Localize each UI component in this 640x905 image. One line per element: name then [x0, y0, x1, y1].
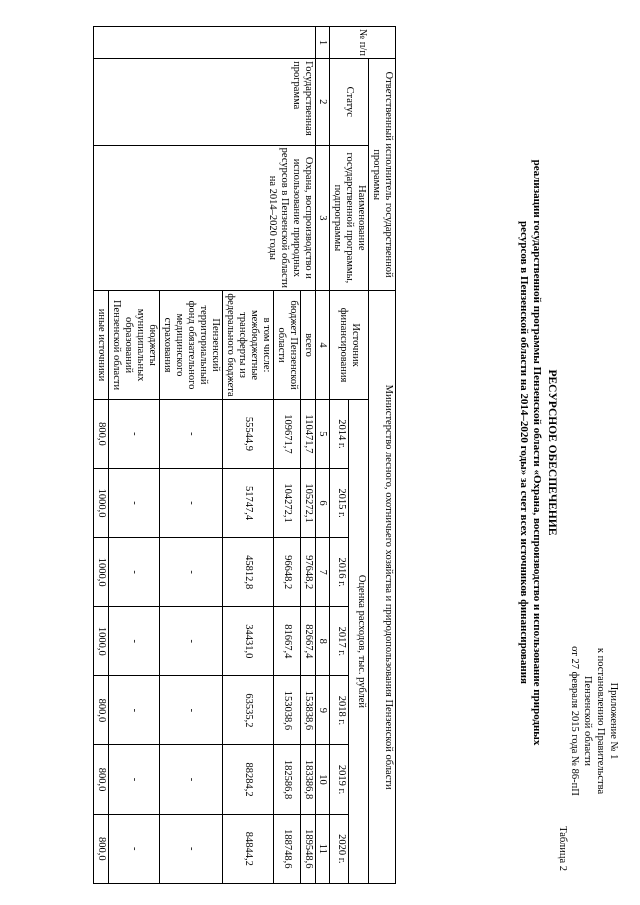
- value-cell: -: [109, 814, 160, 883]
- value-cell: 800,0: [94, 676, 109, 745]
- source-cell: бюджеты муниципальных образований Пензенской области: [109, 291, 160, 400]
- value-cell: 188748,6: [274, 814, 301, 883]
- value-cell: 182586,8: [274, 745, 301, 814]
- value-cell: 800,0: [94, 814, 109, 883]
- appendix-line: Приложение № 1: [608, 682, 619, 760]
- appendix-line: к постановлению Правительства: [595, 647, 606, 795]
- value-cell: 153838,6: [301, 676, 316, 745]
- value-cell: 34431,0: [223, 607, 274, 676]
- value-cell: -: [160, 399, 223, 468]
- column-number: 9: [316, 676, 330, 745]
- value-cell: -: [109, 745, 160, 814]
- heading-title: РЕСУРСНОЕ ОБЕСПЕЧЕНИЕ: [546, 369, 558, 536]
- header-program-name: Наименование государственной программы, подпрограммы: [330, 145, 369, 291]
- value-cell: -: [109, 468, 160, 537]
- value-cell: 189548,6: [301, 814, 316, 883]
- header-executor: Ответственный исполнитель государственной программы: [369, 59, 396, 291]
- source-cell: иные источники: [94, 291, 109, 400]
- source-cell: в том числе: межбюджетные трансферты из федерального бюджета: [223, 291, 274, 400]
- header-estimate: Оценка расходов, тыс. рублей: [349, 399, 369, 883]
- value-cell: -: [160, 607, 223, 676]
- value-cell: 1000,0: [94, 607, 109, 676]
- value-cell: 82667,4: [301, 607, 316, 676]
- table-row: [301, 27, 316, 884]
- value-cell: 110471,7: [301, 399, 316, 468]
- value-cell: -: [109, 676, 160, 745]
- value-cell: 183386,8: [301, 745, 316, 814]
- column-number: 1: [316, 27, 330, 59]
- header-year: 2016 г.: [330, 538, 350, 607]
- table-number: Таблица 2: [557, 826, 568, 871]
- header-year: 2014 г.: [330, 399, 350, 468]
- resource-table: [93, 26, 396, 884]
- heading-subtitle: ресурсов в Пензенской области на 2014–2020 годы» за счет всех источников финансирования: [518, 221, 530, 684]
- status-cell: Государственная программа: [94, 59, 316, 145]
- program-name-cell: Охрана, воспроизводство и использование природных ресурсов в Пензенской области на 2014–2020 годы: [94, 145, 316, 291]
- value-cell: 104272,1: [274, 468, 301, 537]
- value-cell: 97648,2: [301, 538, 316, 607]
- value-cell: 84844,2: [223, 814, 274, 883]
- column-number: 10: [316, 745, 330, 814]
- header-year: 2017 г.: [330, 607, 350, 676]
- appendix-line: от 27 февраля 2015 года № 86-пП: [569, 646, 580, 796]
- heading-subtitle: реализации государственной программы Пензенской области «Охрана, воспроизводство и использование природных: [531, 159, 544, 746]
- header-num: № п/п: [330, 27, 396, 59]
- value-cell: 45812,8: [223, 538, 274, 607]
- column-number: 2: [316, 59, 330, 145]
- value-cell: 96648,2: [274, 538, 301, 607]
- header-year: 2019 г.: [330, 745, 350, 814]
- column-number: 6: [316, 468, 330, 537]
- column-number: 3: [316, 145, 330, 291]
- value-cell: 81667,4: [274, 607, 301, 676]
- value-cell: 63535,2: [223, 676, 274, 745]
- header-year: 2018 г.: [330, 676, 350, 745]
- column-number-row: [316, 27, 330, 884]
- value-cell: -: [109, 399, 160, 468]
- column-number: 11: [316, 814, 330, 883]
- value-cell: -: [109, 538, 160, 607]
- header-year: 2020 г.: [330, 814, 350, 883]
- value-cell: 51747,4: [223, 468, 274, 537]
- value-cell: 109671,7: [274, 399, 301, 468]
- appendix-block: [568, 571, 620, 871]
- executor-value: Министерство лесного, охотничьего хозяйства и природопользования Пензенской области: [369, 291, 396, 884]
- value-cell: 105272,1: [301, 468, 316, 537]
- row-num-cell: [94, 27, 316, 59]
- value-cell: -: [160, 745, 223, 814]
- value-cell: 800,0: [94, 399, 109, 468]
- source-cell: Пензенский территориальный фонд обязательного медицинского страхования: [160, 291, 223, 400]
- header-source: Источник финансирования: [330, 291, 369, 400]
- header-year: 2015 г.: [330, 468, 350, 537]
- value-cell: 1000,0: [94, 468, 109, 537]
- source-cell: всего: [301, 291, 316, 400]
- value-cell: -: [160, 676, 223, 745]
- column-number: 4: [316, 291, 330, 400]
- column-number: 8: [316, 607, 330, 676]
- value-cell: -: [109, 607, 160, 676]
- value-cell: 800,0: [94, 745, 109, 814]
- column-number: 7: [316, 538, 330, 607]
- value-cell: 153038,6: [274, 676, 301, 745]
- value-cell: 1000,0: [94, 538, 109, 607]
- appendix-line: Пензенской области: [582, 675, 593, 767]
- document-heading: [517, 90, 559, 815]
- value-cell: -: [160, 538, 223, 607]
- value-cell: 88284,2: [223, 745, 274, 814]
- column-number: 5: [316, 399, 330, 468]
- source-cell: бюджет Пензенской области: [274, 291, 301, 400]
- value-cell: -: [160, 814, 223, 883]
- header-status: Статус: [330, 59, 369, 145]
- value-cell: -: [160, 468, 223, 537]
- value-cell: 55544,9: [223, 399, 274, 468]
